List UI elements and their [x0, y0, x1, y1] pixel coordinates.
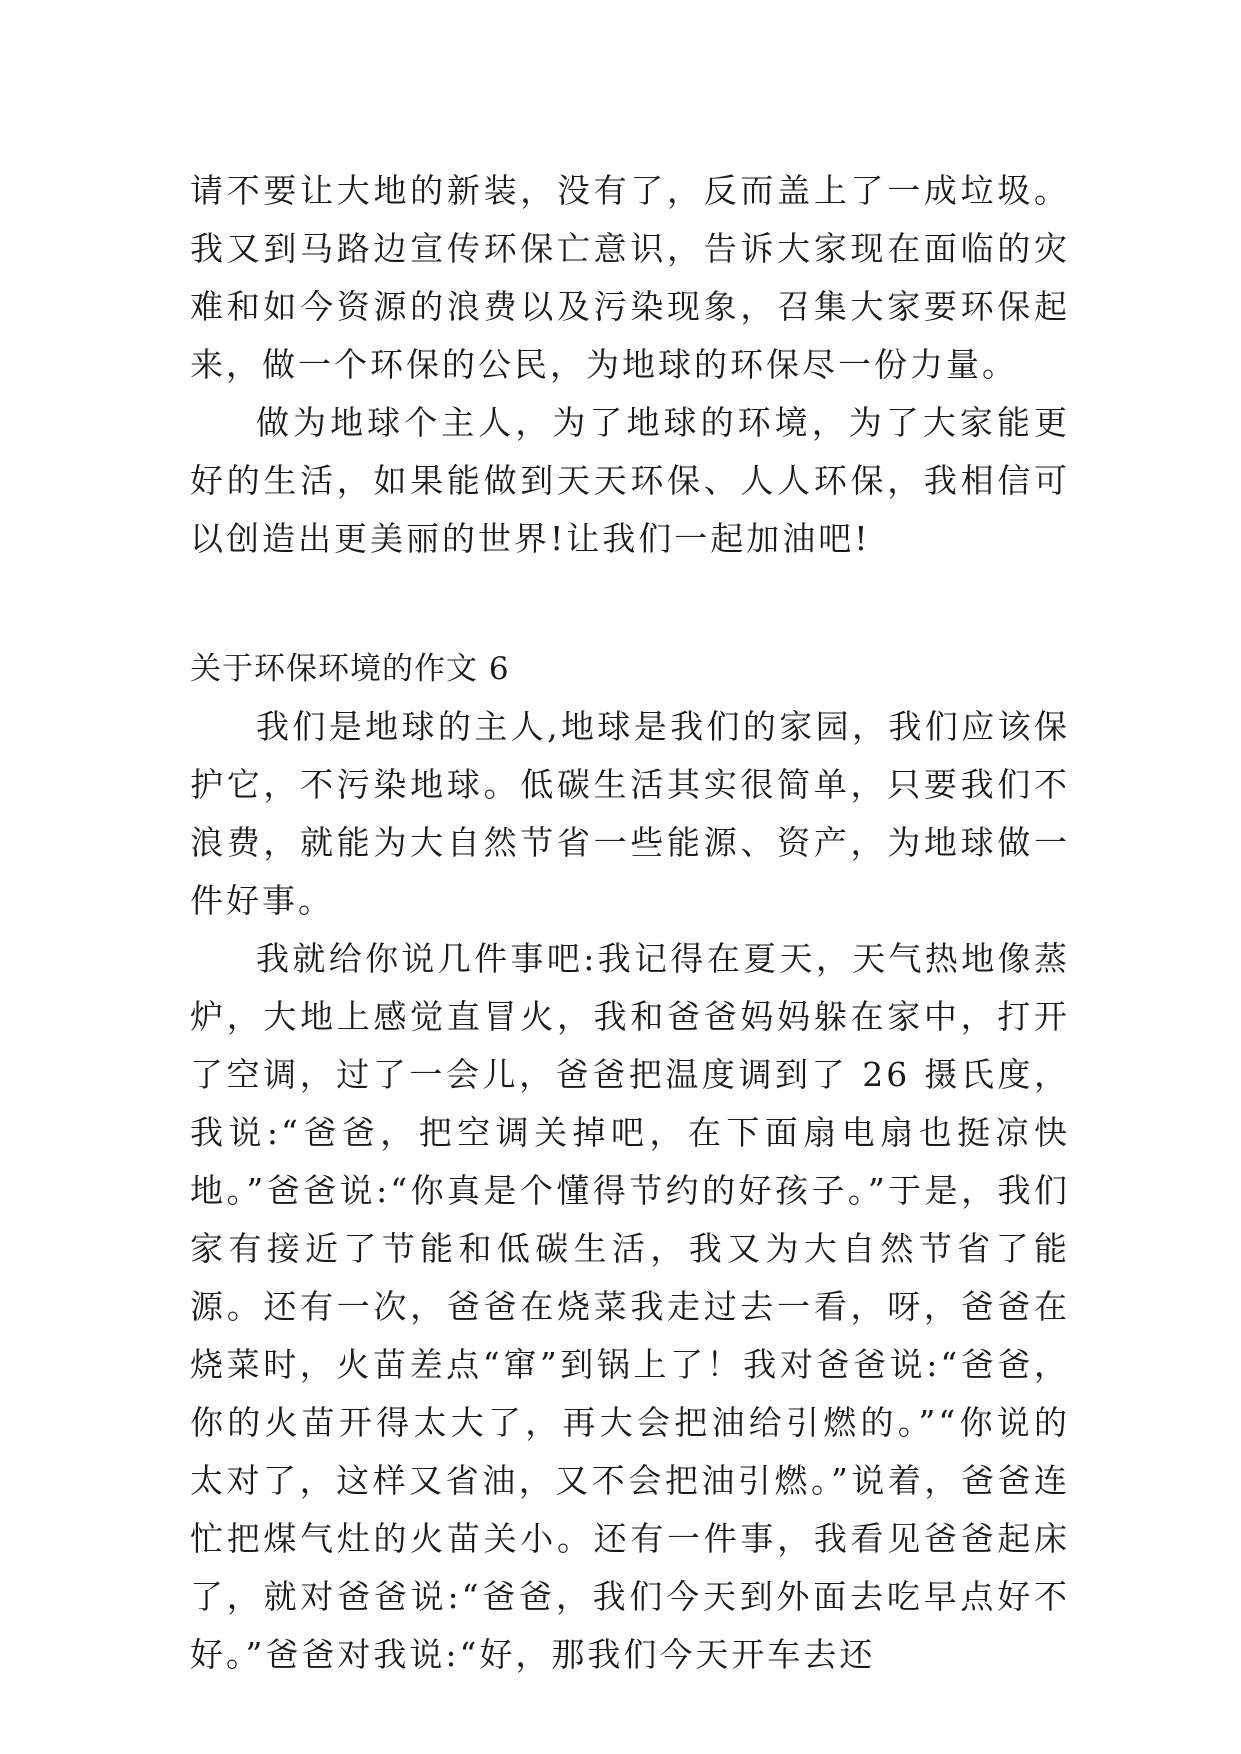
paragraph-4: 我就给你说几件事吧:我记得在夏天，天气热地像蒸炉，大地上感觉直冒火，我和爸爸妈妈躲在家中，打开了空调，过了一会儿，爸爸把温度调到了 26 摄氏度，我说:“爸爸，把空调关掉吧，在下面扇电扇也挺凉快地。”爸爸说:“你真是个懂得节约的好孩子。”于是，我们家有接近了节能和低碳生活，我又为大自然节省了能源。还有一次，爸爸在烧菜我走过去一看，呀，爸爸在烧菜时，火苗差点“窜”到锅上了！我对爸爸说:“爸爸，你的火苗开得太大了，再大会把油给引燃的。”“你说的太对了，这样又省油，又不会把油引燃。”说着，爸爸连忙把煤气灶的火苗关小。还有一件事，我看见爸爸起床了，就对爸爸说:“爸爸，我们今天到外面去吃早点好不好。”爸爸对我说:“好，那我们今天开车去还: [190, 939, 1070, 1674]
paragraph-1: 请不要让大地的新装，没有了，反而盖上了一成垃圾。我又到马路边宣传环保亡意识，告诉大家现在面临的灾难和如今资源的浪费以及污染现象，召集大家要环保起来，做一个环保的公民，为地球的环保尽一份力量。: [190, 171, 1070, 384]
paragraph-2: 做为地球个主人，为了地球的环境，为了大家能更好的生活，如果能做到天天环保、人人环保，我相信可以创造出更美丽的世界!让我们一起加油吧!: [190, 403, 1070, 558]
paragraph-3: 我们是地球的主人,地球是我们的家园，我们应该保护它，不污染地球。低碳生活其实很简单，只要我们不浪费，就能为大自然节省一些能源、资产，为地球做一件好事。: [190, 707, 1070, 920]
section-title: 关于环保环境的作文 6: [190, 651, 510, 687]
section-spacer: [190, 568, 1070, 640]
document-body: [190, 162, 1070, 1684]
